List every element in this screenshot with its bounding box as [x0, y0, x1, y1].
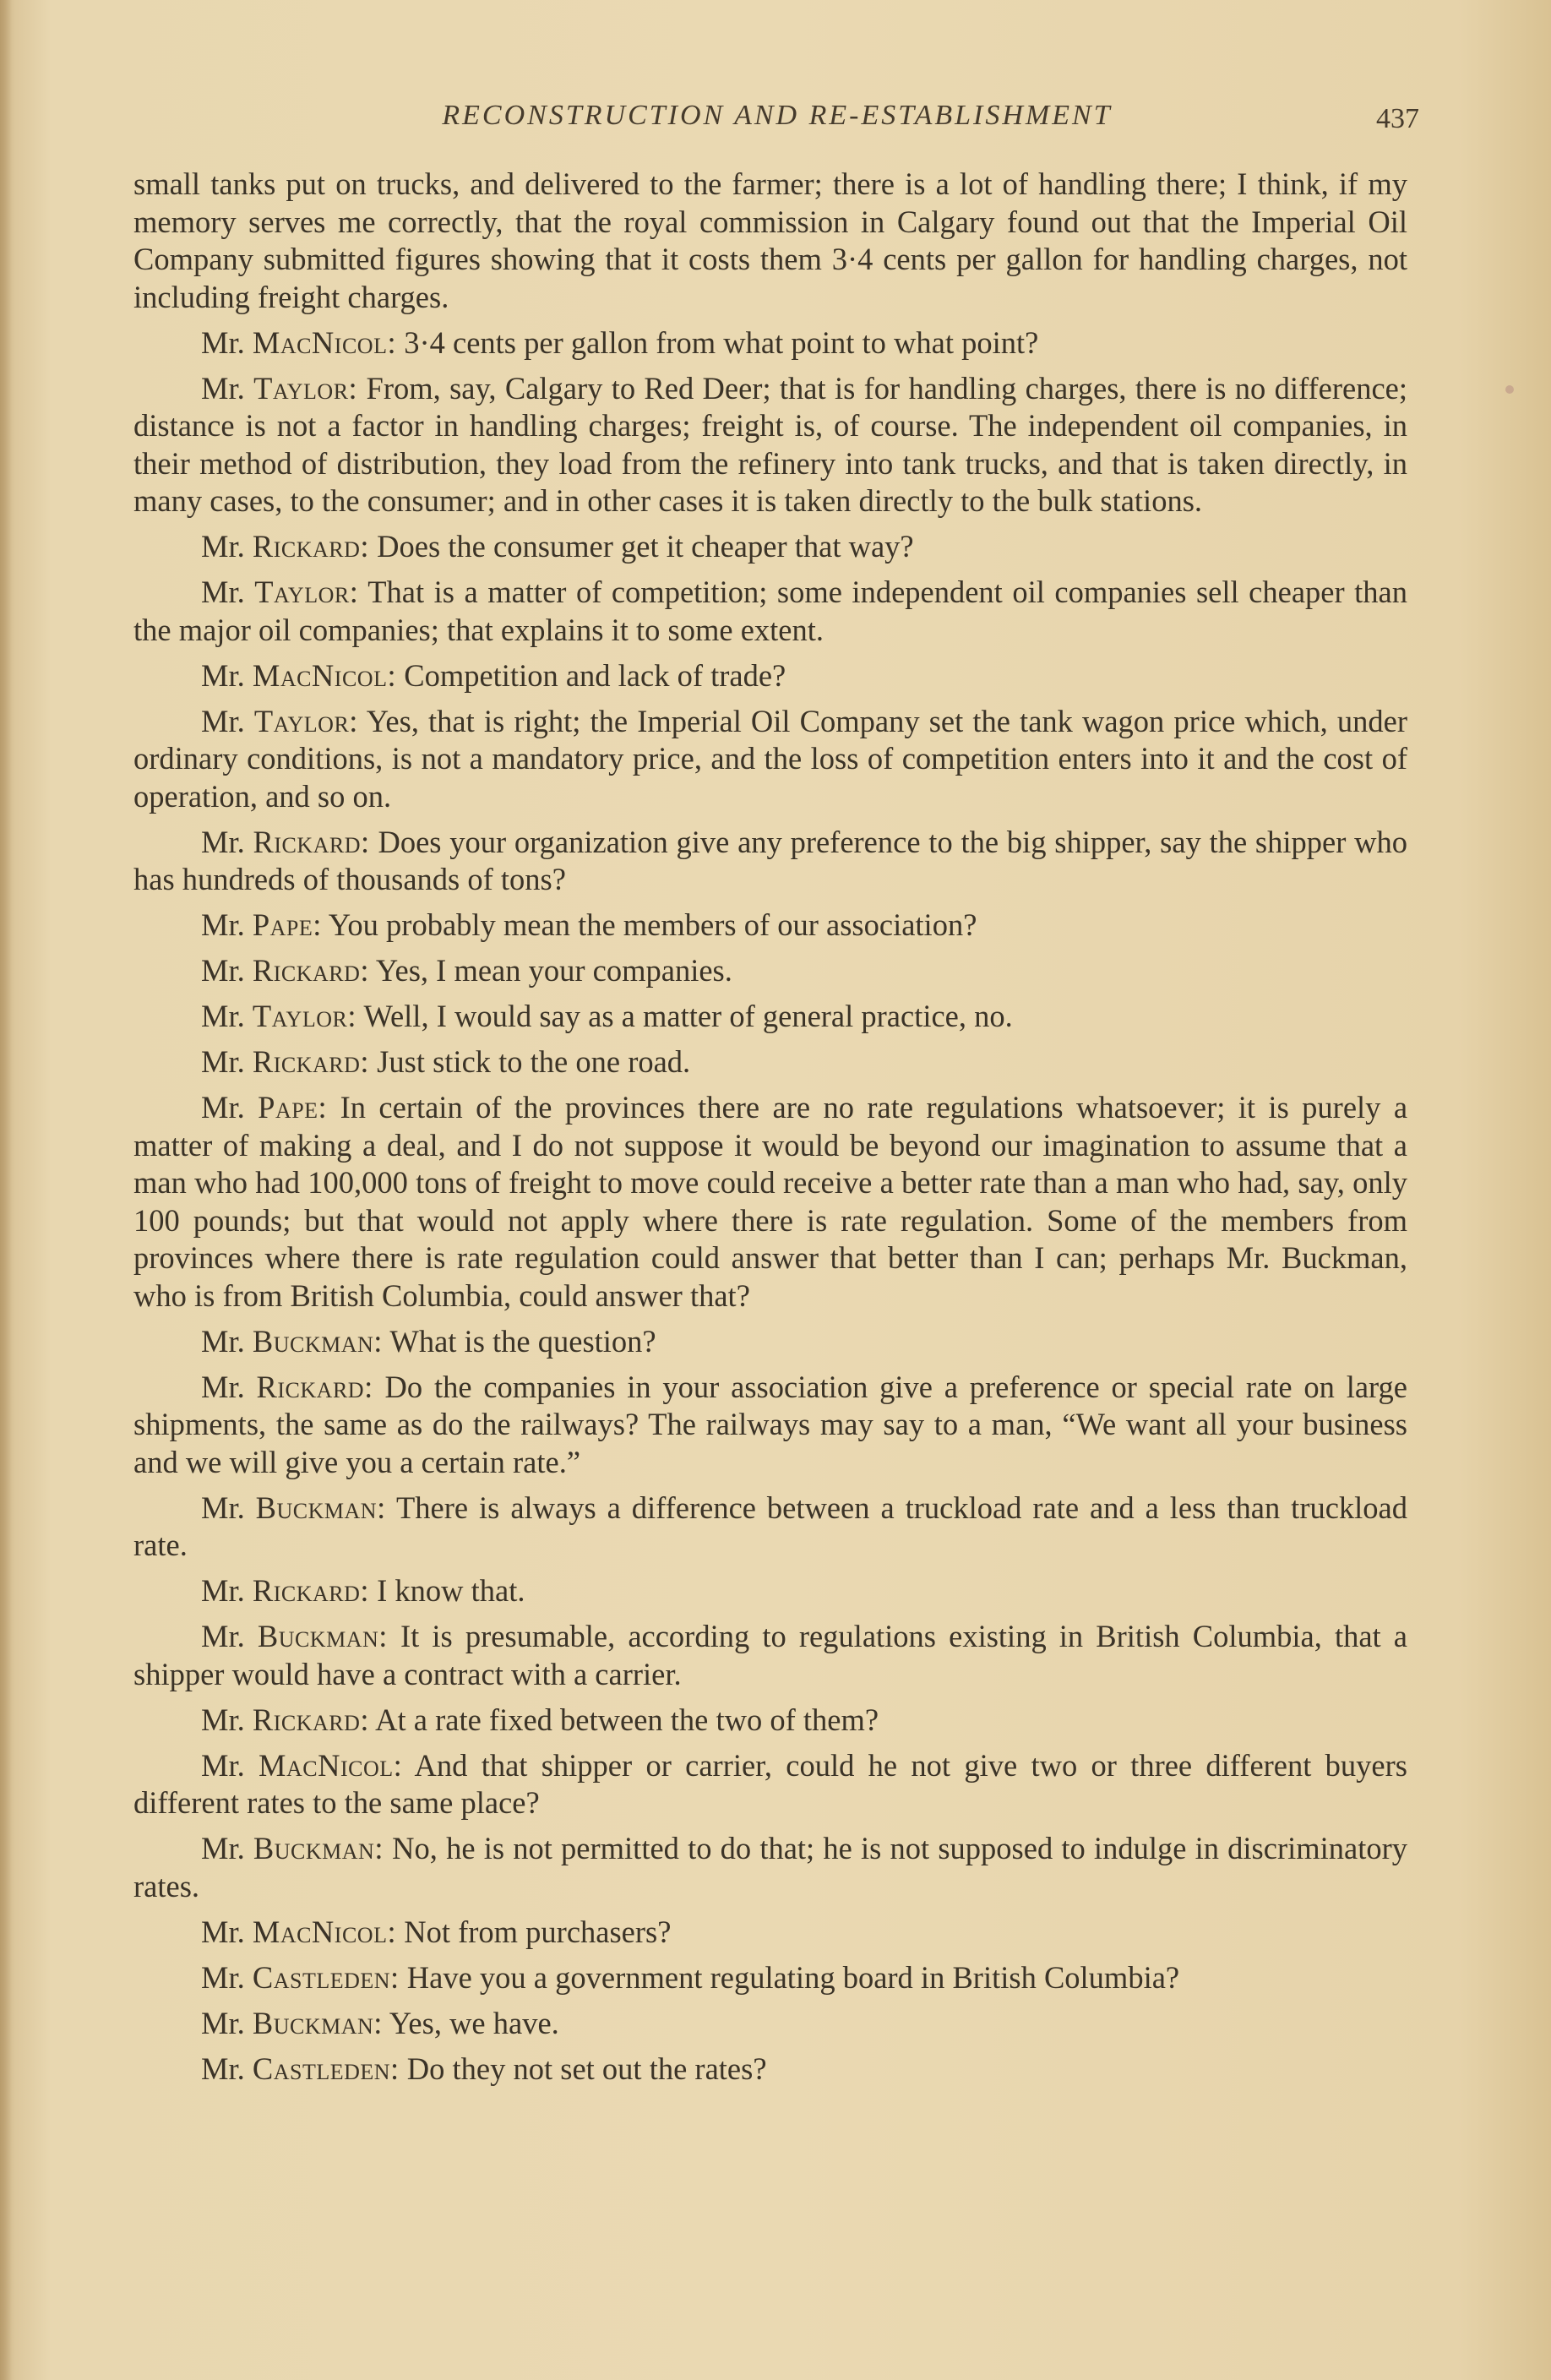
speaker-prefix: Mr.	[201, 1090, 245, 1125]
speaker-name: Rickard:	[252, 1573, 370, 1608]
speaker-name: Rickard:	[252, 529, 370, 564]
speaker-prefix: Mr.	[201, 575, 245, 609]
exchange	[133, 1043, 1407, 1081]
exchange	[133, 1702, 1407, 1740]
speaker-prefix: Mr.	[201, 2051, 245, 2086]
speaker-prefix: Mr.	[201, 1831, 245, 1865]
speaker-name: Buckman:	[252, 2005, 383, 2040]
exchange-text: It is presumable, according to regulations existing in British Columbia, that a shipper would have a contract with a carrier.	[133, 1619, 1408, 1691]
exchange-text: Does the consumer get it cheaper that way?	[377, 529, 914, 564]
speaker-name: Buckman:	[257, 1619, 388, 1653]
exchange	[133, 998, 1407, 1036]
exchange	[133, 1914, 1407, 1952]
exchange-text: Do they not set out the rates?	[406, 2051, 767, 2086]
exchange	[133, 1747, 1407, 1822]
speaker-name: Castleden:	[252, 2051, 400, 2086]
exchange-text: You probably mean the members of our association?	[328, 907, 977, 942]
exchange	[133, 952, 1407, 990]
speaker-prefix: Mr.	[201, 1323, 245, 1359]
speaker-prefix: Mr.	[201, 1573, 245, 1608]
exchange	[133, 528, 1407, 566]
speaker-prefix: Mr.	[201, 1959, 245, 1995]
speaker-name: Buckman:	[255, 1490, 386, 1525]
exchange-text: At a rate fixed between the two of them?	[375, 1702, 879, 1737]
speaker-prefix: Mr.	[201, 1490, 245, 1525]
exchange	[133, 824, 1407, 899]
speaker-name: Rickard:	[253, 824, 370, 859]
speaker-prefix: Mr.	[201, 1619, 245, 1653]
exchange-text: Just stick to the one road.	[377, 1044, 691, 1079]
speaker-name: Castleden:	[252, 1959, 400, 1995]
speaker-prefix: Mr.	[201, 824, 245, 859]
speaker-name: MacNicol:	[252, 657, 397, 693]
speaker-prefix: Mr.	[201, 1747, 245, 1783]
exchange-text: That is a matter of competition; some independent oil companies sell cheaper than the major oil companies; that explains it to some extent.	[133, 575, 1407, 647]
opening-paragraph: small tanks put on trucks, and delivered to the farmer; there is a lot of handling there; I think, if my memory serves me correctly, that the royal commission in Calgary found out that the Imperial Oil Company submitted figures showing that it costs them 3·4 cents per gallon for handling charges, not including freight charges.	[133, 166, 1407, 314]
speaker-prefix: Mr.	[201, 907, 245, 942]
exchange	[133, 1572, 1407, 1610]
exchange-text: I know that.	[377, 1573, 525, 1608]
speaker-prefix: Mr.	[201, 1702, 245, 1737]
exchange	[133, 657, 1407, 695]
exchange-text: No, he is not permitted to do that; he is not supposed to indulge in discriminatory rates.	[133, 1831, 1408, 1903]
speaker-prefix: Mr.	[201, 1044, 245, 1079]
exchange	[133, 1830, 1407, 1905]
exchange	[133, 1369, 1407, 1482]
speaker-name: Taylor:	[254, 575, 359, 609]
running-title: RECONSTRUCTION AND RE-ESTABLISHMENT	[442, 100, 1113, 131]
speaker-name: Buckman:	[253, 1831, 384, 1865]
exchange	[133, 1618, 1407, 1693]
speaker-prefix: Mr.	[201, 953, 245, 988]
speaker-name: Rickard:	[256, 1369, 373, 1404]
speaker-prefix: Mr.	[201, 370, 245, 406]
page-edge-shadow	[0, 0, 12, 2380]
speaker-prefix: Mr.	[201, 999, 245, 1033]
exchange-text: Does your organization give any preference to the big shipper, say the shipper who has hundreds of thousands of tons?	[133, 824, 1408, 896]
speaker-name: MacNicol:	[252, 324, 397, 360]
speaker-prefix: Mr.	[201, 2005, 245, 2040]
page-number: 437	[1376, 103, 1419, 134]
speaker-prefix: Mr.	[201, 529, 245, 564]
speaker-name: Taylor:	[253, 703, 358, 738]
speaker-name: Pape:	[258, 1090, 328, 1125]
exchange-text: Competition and lack of trade?	[404, 657, 786, 693]
speaker-name: Buckman:	[252, 1323, 383, 1359]
exchange-text: There is always a difference between a truckload rate and a less than truckload rate.	[133, 1490, 1408, 1562]
exchange	[133, 1089, 1407, 1315]
exchange	[133, 907, 1407, 945]
exchange-text: Do the companies in your association give a preference or special rate on large shipments, the same as do the railways? The railways may say to a man, “We want all your business and we will give you a certain rate.”	[133, 1369, 1407, 1479]
exchange	[133, 703, 1407, 816]
exchange-text: Well, I would say as a matter of general practice, no.	[363, 999, 1013, 1033]
exchange-text: And that shipper or carrier, could he not give two or three different buyers different rates to the same place?	[133, 1747, 1407, 1820]
speaker-name: Pape:	[252, 907, 322, 942]
speaker-prefix: Mr.	[201, 1369, 245, 1404]
exchange-text: Yes, I mean your companies.	[375, 953, 732, 988]
speaker-name: Rickard:	[252, 953, 370, 988]
exchange	[133, 1323, 1407, 1361]
exchange-text: Not from purchasers?	[404, 1914, 672, 1949]
exchange-text: In certain of the provinces there are no rate regulations whatsoever; it is purely a matter of making a deal, and I do not suppose it would be beyond our imagination to assume that a man who had 100,000 tons of freight to move could receive a better rate than a man who had, say, only 100 pounds; but that would not apply where there is rate regulation. Some of the members from provinces where there is rate regulation could answer that better than I can; perhaps Mr. Buckman, who is from British Columbia, could answer that?	[133, 1090, 1408, 1313]
exchange	[133, 1490, 1407, 1565]
exchange	[133, 2005, 1407, 2043]
exchange-text: Yes, we have.	[389, 2005, 559, 2040]
speaker-prefix: Mr.	[201, 324, 245, 360]
paper-spot	[1505, 385, 1514, 394]
page-header	[135, 100, 1419, 142]
exchange	[133, 324, 1407, 362]
speaker-prefix: Mr.	[201, 703, 245, 738]
speaker-name: Rickard:	[252, 1044, 370, 1079]
exchange-text: 3·4 cents per gallon from what point to what point?	[404, 324, 1039, 360]
body-text	[133, 166, 1407, 2096]
exchange	[133, 574, 1407, 649]
speaker-name: Taylor:	[252, 999, 356, 1033]
speaker-prefix: Mr.	[201, 657, 245, 693]
speaker-name: MacNicol:	[258, 1747, 403, 1783]
speaker-prefix: Mr.	[201, 1914, 245, 1949]
exchange-text: Yes, that is right; the Imperial Oil Company set the tank wagon price which, under ordinary conditions, is not a mandatory price, and the loss of competition enters into it and the cost of operation, and so on.	[133, 703, 1407, 814]
exchange-text: What is the question?	[389, 1323, 656, 1359]
speaker-name: Rickard:	[252, 1702, 370, 1737]
exchange	[133, 2051, 1407, 2089]
exchange-text: From, say, Calgary to Red Deer; that is for handling charges, there is no difference; distance is not a factor in handling charges; freight is, of course. The independent oil companies, in their method of distribution, they load from the refinery into tank trucks, and that is taken directly, in many cases, to the consumer; and in other cases it is taken directly to the bulk stations.	[133, 370, 1408, 518]
exchange	[133, 1959, 1407, 1997]
speaker-name: Taylor:	[253, 370, 358, 406]
speaker-name: MacNicol:	[252, 1914, 397, 1949]
exchange	[133, 370, 1407, 520]
exchange-text: Have you a government regulating board in British Columbia?	[406, 1959, 1180, 1995]
